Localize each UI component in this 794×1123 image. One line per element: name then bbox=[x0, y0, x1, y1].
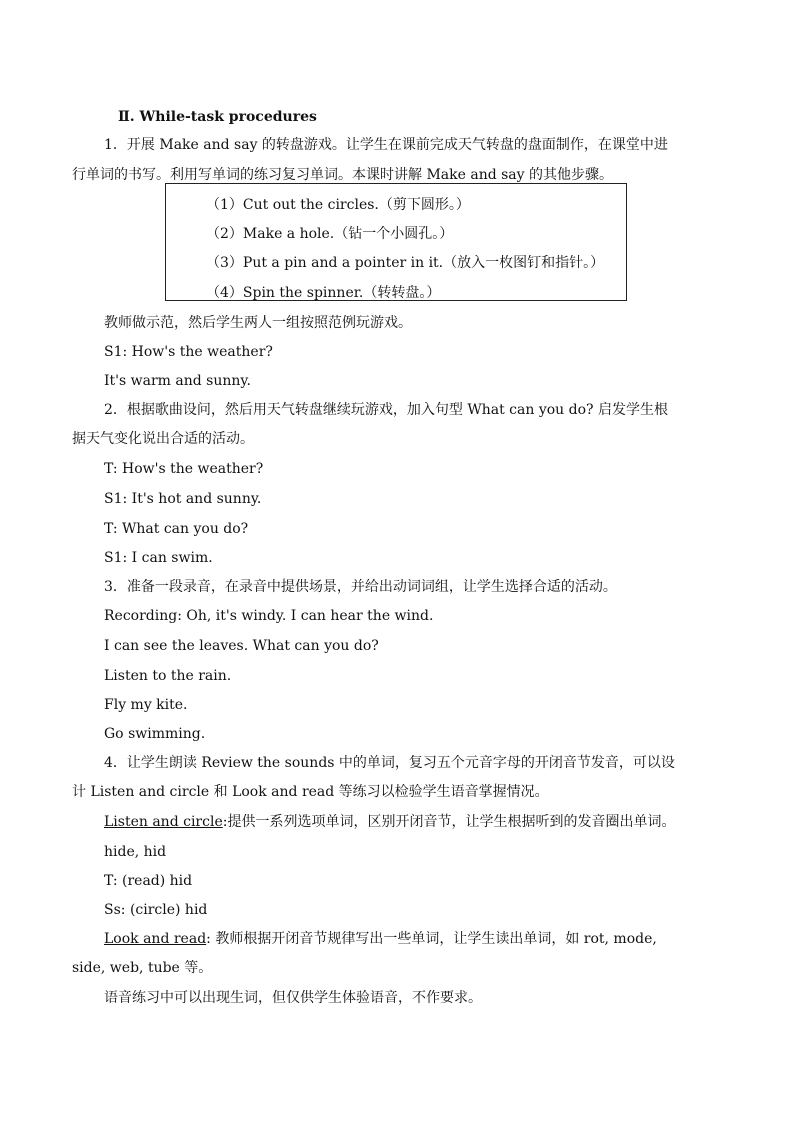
listen-circle-paragraph bbox=[104, 812, 675, 832]
dialog-2-line-2: S1: It's hot and sunny. bbox=[104, 491, 262, 507]
step-3: （3）Put a pin and a pointer in it.（放入一枚图钉和指针。） bbox=[206, 255, 605, 271]
look-read-paragraph bbox=[104, 929, 657, 949]
dialog-1-line-2: It's warm and sunny. bbox=[104, 373, 251, 389]
recording-line-4: Fly my kite. bbox=[104, 697, 188, 713]
listen-circle-label: Listen and circle bbox=[104, 814, 223, 830]
paragraph-2-line-2: 据天气变化说出合适的活动。 bbox=[72, 431, 254, 447]
step-1: （1）Cut out the circles.（剪下圆形。） bbox=[206, 197, 470, 213]
paragraph-1-after: 教师做示范，然后学生两人一组按照范例玩游戏。 bbox=[104, 315, 412, 331]
step-4: （4）Spin the spinner.（转转盘。） bbox=[206, 285, 441, 301]
recording-line-2: I can see the leaves. What can you do? bbox=[104, 638, 379, 654]
paragraph-4-line-2: 计 Listen and circle 和 Look and read 等练习以检验学生语音掌握情况。 bbox=[72, 784, 549, 800]
paragraph-4-line-1: 4．让学生朗读 Review the sounds 中的单词，复习五个元音字母的开闭音节发音，可以设 bbox=[104, 755, 675, 771]
paragraph-1-line-2: 行单词的书写。利用写单词的练习复习单词。本课时讲解 Make and say 的其他步骤。 bbox=[72, 167, 614, 183]
dialog-2-line-4: S1: I can swim. bbox=[104, 550, 213, 566]
look-read-line-2: side, web, tube 等。 bbox=[72, 960, 213, 976]
example-line-2: T: (read) hid bbox=[104, 873, 193, 889]
paragraph-3: 3．准备一段录音，在录音中提供场景，并给出动词词组，让学生选择合适的活动。 bbox=[104, 579, 617, 595]
dialog-2-line-3: T: What can you do? bbox=[104, 521, 249, 537]
paragraph-2-line-1: 2．根据歌曲设问，然后用天气转盘继续玩游戏，加入句型 What can you do? 启发学生根 bbox=[104, 402, 668, 418]
dialog-2-line-1: T: How's the weather? bbox=[104, 461, 264, 477]
look-read-label: Look and read bbox=[104, 931, 207, 947]
listen-circle-text: :提供一系列选项单词，区别开闭音节，让学生根据听到的发音圈出单词。 bbox=[222, 814, 676, 830]
example-line-1: hide, hid bbox=[104, 844, 167, 860]
look-read-text: : 教师根据开闭音节规律写出一些单词，让学生读出单词，如 rot, mode, bbox=[206, 931, 657, 947]
steps-box bbox=[165, 183, 627, 301]
paragraph-1-line-1: 1．开展 Make and say 的转盘游戏。让学生在课前完成天气转盘的盘面制作，在课堂中进 bbox=[104, 137, 668, 153]
closing-paragraph: 语音练习中可以出现生词，但仅供学生体验语音，不作要求。 bbox=[104, 990, 482, 1006]
recording-line-1: Recording: Oh, it's windy. I can hear the wind. bbox=[104, 608, 434, 624]
recording-line-5: Go swimming. bbox=[104, 726, 206, 742]
step-2: （2）Make a hole.（钻一个小圆孔。） bbox=[206, 226, 454, 242]
recording-line-3: Listen to the rain. bbox=[104, 668, 232, 684]
dialog-1-line-1: S1: How's the weather? bbox=[104, 344, 273, 360]
section-heading: Ⅱ. While-task procedures bbox=[118, 109, 317, 125]
example-line-3: Ss: (circle) hid bbox=[104, 902, 208, 918]
